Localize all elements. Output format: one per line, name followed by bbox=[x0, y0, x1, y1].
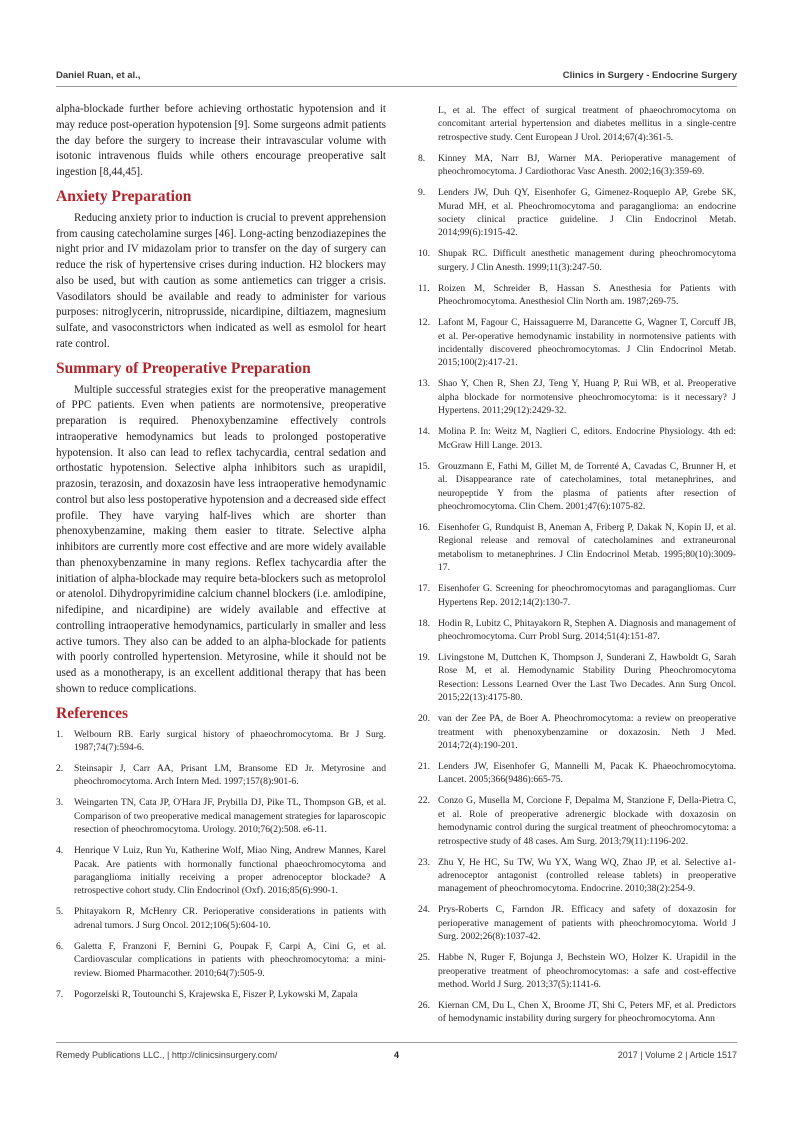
reference-list-left bbox=[56, 728, 386, 1001]
reference-item bbox=[418, 152, 736, 179]
reference-text: Lenders JW, Duh QY, Eisenhofer G, Gimenez-Roqueplo AP, Grebe SK, Murad MH, et al. Pheochromocytoma and paraganglioma: an endocrine society clinical practice guideline. J Clin Endocrinol Metab. 2014;99(6):1915-42. bbox=[438, 187, 736, 239]
reference-text: van der Zee PA, de Boer A. Pheochromocytoma: a review on preoperative treatment with phenoxybenzamine or doxazosin. Neth J Med. 2014;72(4):190-201. bbox=[438, 713, 736, 751]
reference-text: Shupak RC. Difficult anesthetic management during pheochromocytoma surgery. J Clin Anesth. 1999;11(3):247-50. bbox=[438, 248, 736, 273]
reference-item bbox=[418, 903, 736, 943]
reference-text: Hodin R, Lubitz C, Phitayakorn R, Stephen A. Diagnosis and management of pheochromocytoma. Curr Probl Surg. 2014;51(4):151-87. bbox=[438, 617, 736, 642]
reference-number: 7. bbox=[56, 988, 64, 1000]
reference-item bbox=[418, 460, 736, 514]
reference-item bbox=[418, 582, 736, 609]
reference-text: Galetta F, Franzoni F, Bernini G, Poupak F, Carpi A, Cini G, et al. Cardiovascular complications in patients with pheochromocytoma: a mini-review. Biomed Pharmacother. 2010;64(7):505-9. bbox=[74, 940, 386, 979]
reference-text: Phitayakorn R, McHenry CR. Perioperative considerations in patients with adrenal tumors. J Surg Oncol. 2012;106(5):604-10. bbox=[74, 906, 386, 931]
reference-item bbox=[56, 905, 386, 932]
header-authors: Daniel Ruan, et al., bbox=[56, 70, 141, 81]
reference-number: 5. bbox=[56, 906, 64, 918]
reference-item bbox=[418, 316, 736, 370]
reference-number: 10. bbox=[418, 248, 430, 260]
reference-item bbox=[418, 521, 736, 575]
reference-text: Welbourn RB. Early surgical history of phaeochromocytoma. Br J Surg. 1987;74(7):594-6. bbox=[74, 728, 386, 753]
reference-text: Livingstone M, Duttchen K, Thompson J, Sunderani Z, Hawboldt G, Sarah Rose M, et al. Hemodynamic Stability During Pheochromocytoma Resection: Lessons Learned Over the Last Two Decades. Ann Surg Oncol. 2015;22(13):4175-80. bbox=[438, 651, 736, 704]
reference-text: Pogorzelski R, Toutounchi S, Krajewska E, Fiszer P, Lykowski M, Zapala bbox=[74, 988, 358, 1000]
reference-number: 13. bbox=[418, 378, 430, 390]
reference-text: Eisenhofer G, Rundquist B, Aneman A, Friberg P, Dakak N, Kopin IJ, et al. Regional release and removal of catecholamines and extraneuronal metabolism to metanephrines. J Clin Endocrinol Metab. 1995;80(10):3009-17. bbox=[438, 521, 736, 574]
reference-item bbox=[418, 425, 736, 452]
reference-number: 26. bbox=[418, 1000, 430, 1012]
reference-number: 8. bbox=[418, 152, 426, 164]
summary-heading: Summary of Preoperative Preparation bbox=[56, 359, 311, 377]
reference-text: Grouzmann E, Fathi M, Gillet M, de Torrenté A, Cavadas C, Brunner H, et al. Disappearance rate of catecholamines, total metanephrines, and neuropeptide Y from the plasma of patients after resection of pheochromocytoma. Clin Chem. 2001;47(6):1075-82. bbox=[438, 460, 736, 512]
reference-number: 20. bbox=[418, 713, 430, 725]
reference-number: 11. bbox=[418, 282, 430, 294]
reference-text: Lafont M, Fagour C, Haissaguerre M, Darancette G, Wagner T, Corcuff JB, et al. Per-operative hemodynamic instability in normotensive patients with incidentally discovered pheochromocytomas. J Clin Endocrinol Metab. 2015;100(2):417-21. bbox=[438, 317, 736, 369]
reference-number: 14. bbox=[418, 426, 430, 438]
anxiety-heading: Anxiety Preparation bbox=[56, 187, 192, 205]
reference-item bbox=[56, 844, 386, 898]
reference-text: Molina P. In: Weitz M, Naglieri C, editors. Endocrine Physiology. 4th ed: McGraw Hill Lange. 2013. bbox=[438, 426, 736, 451]
reference-item bbox=[418, 760, 736, 787]
reference-item bbox=[418, 104, 736, 144]
intro-paragraph: alpha-blockade further before achieving orthostatic hypotension and it may reduce post-operation hypotension [9]. Some surgeons admit patients the day before the surgery to increase their intravascular volume with isotonic intravenous fluids while others encourage preoperative salt ingestion [8,44,45]. bbox=[56, 103, 386, 178]
reference-number: 2. bbox=[56, 762, 64, 774]
reference-text: Roizen M, Schreider B, Hassan S. Anesthesia for Patients with Pheochromocytoma. Anesthesiol Clin North am. 1987;269-75. bbox=[438, 282, 736, 308]
reference-number: 9. bbox=[418, 187, 426, 199]
reference-item bbox=[418, 712, 736, 752]
running-header bbox=[56, 70, 737, 84]
anxiety-paragraph: Reducing anxiety prior to induction is crucial to prevent apprehension from causing catecholamine surges [46]. Long-acting benzodiazepines the night prior and IV midazolam prior to transfer on the day of surgery can reduce the risk of hypertensive crises during induction. H2 blockers may also be used, but with caution as some antiemetics can trigger a crisis. Vasodilators should be available and ready to administer for various purposes: nitroglycerin, nitroprusside, nicardipine, diltiazem, magnesium sulfate, and vasoconstrictors when indicated as well as esmolol for heart rate control. bbox=[56, 211, 386, 350]
reference-number: 19. bbox=[418, 651, 430, 663]
reference-number: 23. bbox=[418, 856, 430, 868]
reference-text: Habbe N, Ruger F, Bojunga J, Bechstein WO, Holzer K. Urapidil in the preoperative treatment of pheochromocytomas: a safe and cost-effective method. World J Surg. 2013;37(5):1141-6. bbox=[438, 952, 736, 991]
reference-item bbox=[418, 282, 736, 309]
reference-number: 16. bbox=[418, 521, 430, 533]
reference-number: 1. bbox=[56, 728, 64, 740]
reference-list-right bbox=[418, 104, 736, 1026]
reference-item bbox=[56, 728, 386, 755]
header-rule bbox=[56, 86, 737, 87]
reference-text: Kinney MA, Narr BJ, Warner MA. Perioperative management of pheochromocytoma. J Cardiothorac Vasc Anesth. 2002;16(3):359-69. bbox=[438, 152, 736, 178]
reference-item bbox=[418, 999, 736, 1026]
reference-number: 24. bbox=[418, 904, 430, 916]
reference-number bbox=[418, 104, 438, 144]
reference-item bbox=[418, 186, 736, 240]
reference-text: L, et al. The effect of surgical treatment of phaeochromocytoma on concomitant arterial hypertension and diabetes mellitus in a single-centre retrospective study. Cent European J Urol. 2014;67(4):361-5. bbox=[438, 105, 736, 143]
reference-number: 21. bbox=[418, 760, 430, 772]
reference-number: 12. bbox=[418, 317, 430, 329]
reference-number: 4. bbox=[56, 845, 64, 857]
reference-item bbox=[56, 940, 386, 980]
reference-item bbox=[418, 856, 736, 896]
reference-number: 6. bbox=[56, 940, 64, 952]
reference-number: 25. bbox=[418, 952, 430, 964]
reference-text: Conzo G, Musella M, Corcione F, Depalma M, Stanzione F, Della-Pietra C, et al. Role of preoperative adrenergic blockade with doxazosin on hemodynamic control during the surgical treatment of pheochromocytoma: a retrospective study of 48 cases. Am Surg. 2013;79(11):1196-202. bbox=[438, 795, 736, 847]
reference-number: 15. bbox=[418, 460, 430, 472]
reference-item bbox=[56, 762, 386, 789]
reference-number: 3. bbox=[56, 797, 64, 809]
reference-number: 18. bbox=[418, 617, 430, 629]
reference-item bbox=[418, 951, 736, 991]
references-heading: References bbox=[56, 704, 129, 722]
right-column bbox=[418, 104, 736, 1033]
reference-text: Henrique V Luiz, Run Yu, Katherine Wolf, Miao Ning, Andrew Mannes, Karel Pacak. Are patients with hormonally functional phaeochromocytoma and paraganglioma initially receiving a proper adrenoceptor blockade? A retrospective cohort study. Clin Endocrinol (Oxf). 2016;85(6):990-1. bbox=[74, 845, 386, 897]
reference-text: Prys-Roberts C, Farndon JR. Efficacy and safety of doxazosin for perioperative management of patients with pheochromocytoma. World J Surg. 2002;26(8):1037-42. bbox=[438, 904, 736, 943]
page-footer bbox=[56, 1050, 737, 1064]
footer-publisher: Remedy Publications LLC., | http://clinicsinsurgery.com/ bbox=[56, 1050, 278, 1060]
left-column bbox=[56, 102, 386, 1009]
reference-text: Shao Y, Chen R, Shen ZJ, Teng Y, Huang P, Rui WB, et al. Preoperative alpha blockade for normotensive pheochromocytoma: is it necessary? J Hypertens. 2011;29(12):2429-32. bbox=[438, 378, 736, 417]
reference-item bbox=[418, 794, 736, 848]
reference-item bbox=[56, 988, 386, 1001]
reference-text: Kiernan CM, Du L, Chen X, Broome JT, Shi C, Peters MF, et al. Predictors of hemodynamic instability during surgery for pheochromocytoma. Ann bbox=[438, 1000, 736, 1025]
reference-text: Steinsapir J, Carr AA, Prisant LM, Bransome ED Jr. Metyrosine and pheochromocytoma. Arch Intern Med. 1997;157(8):901-6. bbox=[74, 762, 386, 788]
reference-number: 17. bbox=[418, 583, 430, 595]
reference-text: Zhu Y, He HC, Su TW, Wu YX, Wang WQ, Zhao JP, et al. Selective a1-adrenoceptor antagonist (controlled release tablets) in preoperative management of pheochromocytoma. Endocrine. 2010;38(2):254-9. bbox=[438, 856, 736, 895]
footer-volume-info: 2017 | Volume 2 | Article 1517 bbox=[617, 1050, 737, 1060]
reference-item bbox=[418, 617, 736, 644]
page-number: 4 bbox=[393, 1050, 399, 1060]
reference-item bbox=[418, 377, 736, 417]
reference-text: Lenders JW, Eisenhofer G, Mannelli M, Pacak K. Phaeochromocytoma. Lancet. 2005;366(9486):665-75. bbox=[438, 760, 736, 786]
reference-item bbox=[418, 651, 736, 705]
reference-number: 22. bbox=[418, 795, 430, 807]
summary-paragraph: Multiple successful strategies exist for the preoperative management of PPC patients. Even when patients are normotensive, preoperative preparation is required. Phenoxybenzamine effectively controls intraoperative hemodynamics but leads to prolonged postoperative hypotension. It also can lead to reflex tachycardia, central sedation and orthostatic hypotension. Selective alpha inhibitors such as urapidil, prazosin, terazosin, and doxazosin have less intraoperative hemodynamic control but also less postoperative hypotension and a decreased side effect profile. They have varying half-lives which are shorter than phenoxybenzamine, making them easier to titrate. Selective alpha inhibitors are currently more cost effective and are more widely available than phenoxybenzamine in many regions. Reflex tachycardia after the initiation of alpha-blockade may require beta-blockers such as metoprolol or atenolol. Dihydropyrimidine calcium channel blockers (i.e. amlodipine, nifedipine, and nicardipine) are widely available and effective at controlling intraoperative hemodynamics, particularly in smaller and less active tumors. They also can be added to an alpha-blockade for patients with poorly controlled hypertension. Metyrosine, while it should not be used as a monotherapy, is an excellent additional therapy that has been shown to reduce complications. bbox=[56, 383, 386, 695]
reference-text: Weingarten TN, Cata JP, O'Hara JF, Prybilla DJ, Pike TL, Thompson GB, et al. Comparison of two preoperative medical management strategies for laparoscopic resection of pheochromocytoma. Urology. 2010;76(2):508. e6-11. bbox=[74, 797, 386, 836]
reference-text: Eisenhofer G. Screening for pheochromocytomas and paragangliomas. Curr Hypertens Rep. 2012;14(2):130-7. bbox=[438, 583, 736, 608]
footer-rule bbox=[56, 1042, 737, 1043]
header-journal: Clinics in Surgery - Endocrine Surgery bbox=[562, 70, 737, 81]
reference-item bbox=[56, 796, 386, 836]
reference-item bbox=[418, 247, 736, 274]
